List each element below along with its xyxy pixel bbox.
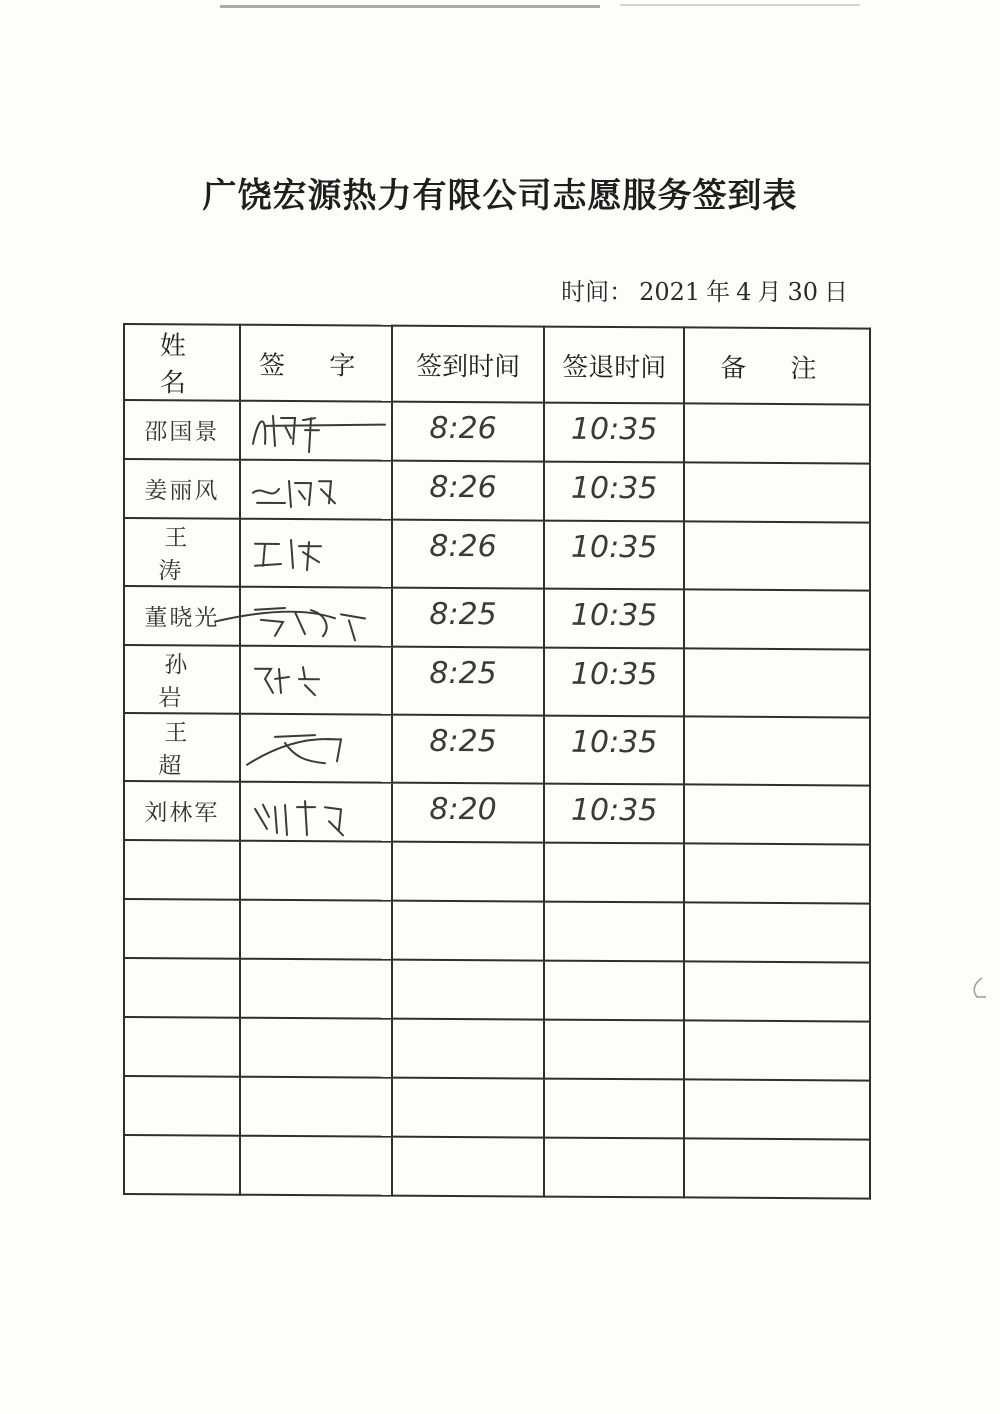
note-cell	[684, 403, 870, 463]
scan-edge-mark	[968, 975, 990, 1001]
empty-table-row	[124, 840, 870, 904]
participant-name: 王 超	[124, 713, 240, 782]
sign-in-table	[123, 323, 871, 1200]
signature-cell	[240, 460, 393, 520]
sign-in-table-body	[124, 324, 870, 1199]
empty-cell	[544, 1138, 685, 1198]
note-cell	[684, 521, 870, 590]
sign-out-time-cell	[544, 403, 685, 463]
sign-out-time: 10:35	[570, 470, 658, 507]
empty-cell	[124, 958, 240, 1018]
empty-cell	[392, 960, 544, 1020]
empty-table-row	[124, 958, 870, 1022]
handwritten-signature	[245, 785, 395, 840]
signature-cell	[240, 714, 393, 783]
empty-cell	[684, 843, 870, 903]
handwritten-signature	[245, 463, 395, 518]
header-name: 姓 名	[124, 324, 240, 401]
sign-out-time: 10:35	[570, 597, 658, 634]
date-day-unit: 日	[824, 278, 848, 306]
sign-in-time-cell	[392, 783, 544, 843]
note-cell	[684, 589, 870, 649]
sign-in-time: 8:25	[429, 723, 497, 760]
table-row	[124, 459, 870, 523]
sign-out-time: 10:35	[570, 529, 658, 566]
empty-cell	[240, 900, 393, 960]
sign-in-time-cell	[392, 588, 544, 648]
empty-cell	[544, 961, 685, 1021]
sign-in-time: 8:25	[429, 596, 497, 633]
sign-out-time: 10:35	[570, 792, 658, 829]
date-month: 4	[736, 278, 752, 306]
sign-in-time-cell	[392, 402, 544, 462]
empty-cell	[544, 902, 685, 962]
empty-cell	[392, 1078, 544, 1138]
date-month-unit: 月	[757, 278, 782, 306]
sign-out-time-cell	[544, 784, 685, 844]
sign-out-time-cell	[544, 521, 685, 590]
empty-cell	[240, 1018, 393, 1078]
sign-out-time-cell	[544, 589, 685, 649]
sign-in-time-cell	[392, 647, 544, 716]
table-row	[124, 400, 870, 464]
participant-name: 刘林军	[124, 781, 240, 841]
signature-cell	[240, 401, 393, 461]
empty-cell	[240, 959, 393, 1019]
handwritten-signature	[245, 522, 395, 577]
handwritten-signature	[245, 717, 395, 772]
sign-in-time-cell	[392, 715, 544, 784]
participant-name: 姜丽风	[124, 459, 240, 519]
participant-name: 邵国景	[124, 400, 240, 460]
signature-cell	[240, 782, 393, 842]
empty-cell	[240, 1136, 393, 1196]
note-cell	[684, 462, 870, 522]
date-line	[561, 272, 854, 307]
date-label: 时间：	[561, 278, 634, 306]
empty-table-row	[124, 1135, 870, 1199]
sign-out-time-cell	[544, 716, 685, 785]
table-row	[124, 518, 870, 591]
table-row	[124, 713, 870, 786]
empty-cell	[684, 961, 870, 1021]
empty-table-row	[124, 1076, 870, 1140]
empty-table-row	[124, 1017, 870, 1081]
empty-cell	[544, 843, 685, 903]
participant-name: 孙 岩	[124, 645, 240, 714]
empty-cell	[124, 1135, 240, 1195]
sign-out-time-cell	[544, 648, 685, 717]
table-header-row	[124, 324, 870, 405]
header-sign-in-time: 签到时间	[392, 326, 544, 403]
header-note: 备 注	[684, 327, 870, 404]
empty-cell	[124, 899, 240, 959]
empty-cell	[124, 1076, 240, 1136]
signature-cell	[240, 587, 393, 647]
sign-in-time-cell	[392, 520, 544, 589]
empty-cell	[392, 1137, 544, 1197]
sign-out-time: 10:35	[570, 411, 658, 448]
table-row	[124, 781, 870, 845]
sign-in-time: 8:20	[429, 791, 497, 828]
signature-cell	[240, 519, 393, 588]
empty-cell	[684, 1138, 870, 1198]
note-cell	[684, 648, 870, 717]
sign-out-time-cell	[544, 462, 685, 522]
note-cell	[684, 784, 870, 844]
scan-artifact-top	[220, 5, 600, 8]
empty-cell	[684, 1020, 870, 1080]
empty-cell	[392, 901, 544, 961]
empty-cell	[240, 1077, 393, 1137]
handwritten-signature	[245, 590, 395, 645]
empty-cell	[684, 902, 870, 962]
empty-table-row	[124, 899, 870, 963]
note-cell	[684, 716, 870, 785]
header-signature: 签 字	[240, 325, 393, 402]
table-row	[124, 586, 870, 650]
sign-in-time-cell	[392, 461, 544, 521]
sign-in-time: 8:26	[429, 528, 497, 565]
page-title: 广饶宏源热力有限公司志愿服务签到表	[202, 176, 798, 216]
participant-name: 王 涛	[124, 518, 240, 587]
empty-cell	[240, 841, 393, 901]
sign-in-time: 8:26	[429, 469, 497, 506]
empty-cell	[392, 1019, 544, 1079]
date-year-unit: 年	[706, 278, 731, 306]
empty-cell	[684, 1079, 870, 1139]
signature-cell	[240, 646, 393, 715]
empty-cell	[544, 1079, 685, 1139]
sign-in-time: 8:25	[429, 655, 497, 692]
handwritten-signature	[245, 649, 395, 704]
empty-cell	[124, 1017, 240, 1077]
sign-in-time: 8:26	[429, 410, 497, 447]
table-row	[124, 645, 870, 718]
empty-cell	[392, 842, 544, 902]
handwritten-signature	[245, 404, 395, 459]
sign-out-time: 10:35	[570, 656, 658, 693]
empty-cell	[544, 1020, 685, 1080]
date-day: 30	[787, 278, 818, 306]
sign-out-time: 10:35	[570, 724, 658, 761]
participant-name: 董晓光	[124, 586, 240, 646]
scan-artifact-top-2	[620, 4, 860, 6]
empty-cell	[124, 840, 240, 900]
header-sign-out-time: 签退时间	[544, 327, 685, 404]
date-year: 2021	[639, 278, 701, 306]
